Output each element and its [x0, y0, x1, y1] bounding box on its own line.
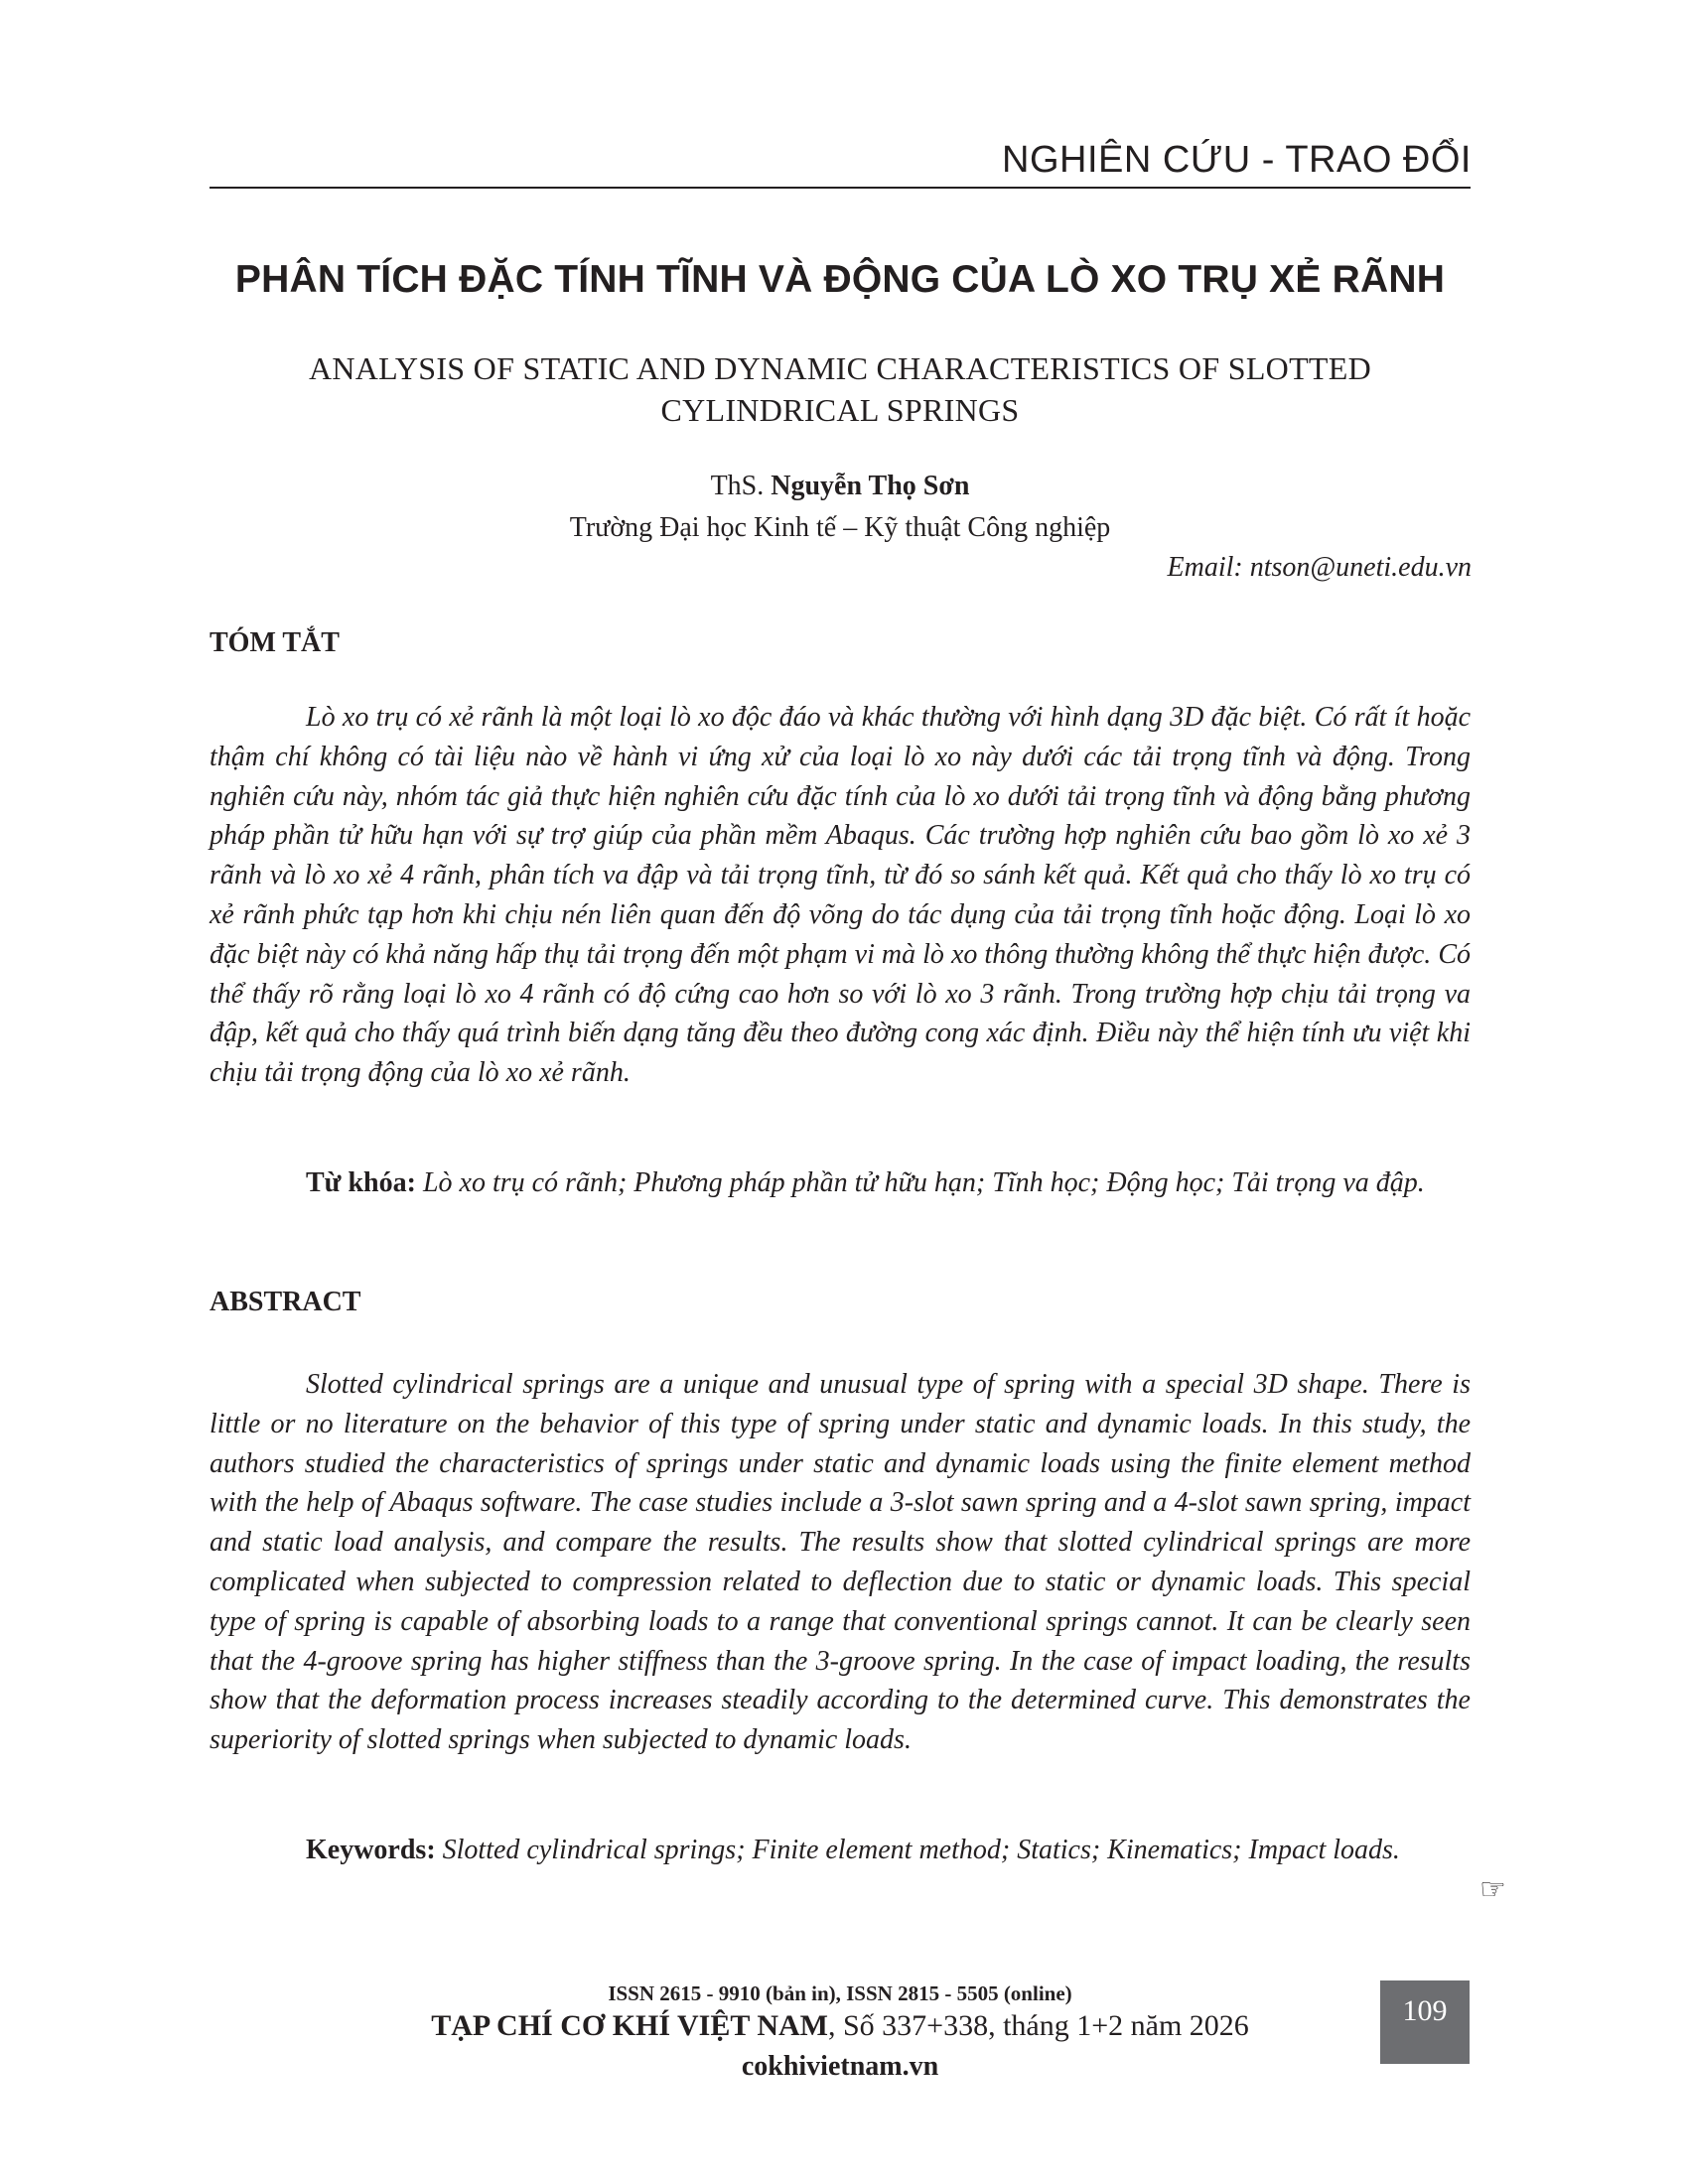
title-english-line-2: CYLINDRICAL SPRINGS: [660, 392, 1020, 428]
author-affiliation: Trường Đại học Kinh tế – Kỹ thuật Công nghiệp: [569, 512, 1111, 543]
tom-tat-body: Lò xo trụ có xẻ rãnh là một loại lò xo độc đáo và khác thường với hình dạng 3D đặc biệt. Có rất ít hoặc thậm chí không có tài liệu nào về hành vi ứng xử của loại lò xo này dưới các tải trọng tĩnh và động. Trong nghiên cứu này, nhóm tác giả thực hiện nghiên cứu đặc tính của lò xo dưới tải trọng tĩnh và động bằng phương pháp phần tử hữu hạn với sự trợ giúp của phần mềm Abaqus. Các trường hợp nghiên cứu bao gồm lò xo xẻ 3 rãnh và lò xo xẻ 4 rãnh, phân tích va đập và tải trọng tĩnh, từ đó so sánh kết quả. Kết quả cho thấy lò xo trụ có xẻ rãnh phức tạp hơn khi chịu nén liên quan đến độ võng do tác dụng của tải trọng tĩnh hoặc động. Loại lò xo đặc biệt này có khả năng hấp thụ tải trọng đến một phạm vi mà lò xo thông thường không thể thực hiện được. Có thể thấy rõ rằng loại lò xo 4 rãnh có độ cứng cao hơn so với lò xo 3 rãnh. Trong trường hợp chịu tải trọng va đập, kết quả cho thấy quá trình biến dạng tăng đều theo đường cong xác định. Điều này thể hiện tính ưu việt khi chịu tải trọng động của lò xo xẻ rãnh.: [210, 702, 1471, 1089]
tom-tat-heading: TÓM TẮT: [210, 627, 340, 658]
tom-tat-keywords-text: Lò xo trụ có rãnh; Phương pháp phần tử hữu hạn; Tĩnh học; Động học; Tải trọng va đập.: [422, 1167, 1425, 1198]
author-line: [210, 471, 1471, 502]
footer-issn: ISSN 2615 - 9910 (bản in), ISSN 2815 - 5505 (online): [608, 1981, 1072, 2005]
abstract-keywords-label: Keywords:: [306, 1835, 436, 1865]
footer-journal: [210, 2009, 1471, 2043]
footer-website: cokhivietnam.vn: [741, 2051, 939, 2082]
abstract-heading: ABSTRACT: [210, 1287, 361, 1317]
abstract-body: Slotted cylindrical springs are a unique and unusual type of spring with a special 3D shape. There is little or no literature on the behavior of this type of spring under static and dynamic loads. In this study, the authors studied the characteristics of springs under static and dynamic loads using the finite element method with the help of Abaqus software. The case studies include a 3-slot sawn spring and a 4-slot sawn spring, impact and static load analysis, and compare the results. The results show that slotted cylindrical springs are more complicated when subjected to compression related to deflection due to static or dynamic loads. This special type of spring is capable of absorbing loads to a range that conventional springs cannot. It can be clearly seen that the 4-groove spring has higher stiffness than the 3-groove spring. In the case of impact loading, the results show that the deformation process increases steadily according to the determined curve. This demonstrates the superiority of slotted springs when subjected to dynamic loads.: [210, 1369, 1471, 1756]
author-prefix: ThS.: [710, 471, 765, 501]
tom-tat-keywords-label: Từ khóa:: [306, 1167, 416, 1198]
journal-name: TẠP CHÍ CƠ KHÍ VIỆT NAM: [431, 2009, 828, 2042]
title-english: [210, 347, 1471, 431]
tom-tat-keywords: [210, 1163, 1471, 1203]
journal-issue: , Số 337+338, tháng 1+2 năm 2026: [827, 2009, 1249, 2042]
pointing-hand-icon: ☞: [1479, 1873, 1506, 1906]
title-english-line-1: ANALYSIS OF STATIC AND DYNAMIC CHARACTERISTICS OF SLOTTED: [308, 350, 1372, 386]
page-number: 109: [1380, 1980, 1470, 2064]
section-label: NGHIÊN CỨU - TRAO ĐỔI: [1002, 139, 1472, 181]
author-email: Email: ntson@uneti.edu.vn: [1167, 552, 1472, 583]
author-name: Nguyễn Thọ Sơn: [771, 471, 970, 501]
header-divider: [210, 187, 1471, 189]
title-vietnamese: PHÂN TÍCH ĐẶC TÍNH TĨNH VÀ ĐỘNG CỦA LÒ XO TRỤ XẺ RÃNH: [234, 258, 1446, 301]
abstract-keywords-text: Slotted cylindrical springs; Finite element method; Statics; Kinematics; Impact loads.: [442, 1835, 1400, 1865]
abstract-keywords: [210, 1831, 1471, 1870]
